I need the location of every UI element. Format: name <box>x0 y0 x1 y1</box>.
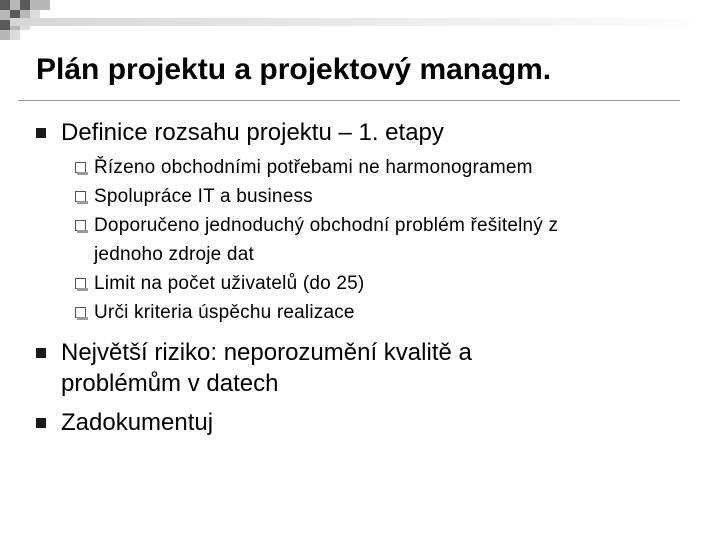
sub-bullet-item <box>36 211 686 269</box>
square-bullet-icon <box>36 348 46 358</box>
sub-bullet-item <box>36 298 686 327</box>
bullet-item <box>36 117 686 148</box>
sub-bullet-text-line2: jednoho zdroje dat <box>94 244 254 265</box>
sub-bullet-item <box>36 153 686 182</box>
bullet-item <box>36 337 686 399</box>
bullet-text-line1: Největší riziko: neporozumění kvalitě a <box>61 339 472 366</box>
checkbox-bullet-icon <box>75 220 86 231</box>
bullet-item <box>36 407 686 438</box>
sub-bullet-text: Urči kriteria úspěchu realizace <box>94 302 355 323</box>
top-decorative-stripe <box>10 18 720 26</box>
checkbox-bullet-icon <box>75 278 86 289</box>
sub-bullet-text: Spolupráce IT a business <box>94 186 313 207</box>
sub-bullet-text-line1: Doporučeno jednoduchý obchodní problém řešitelný z <box>94 215 559 236</box>
title-divider <box>18 100 680 101</box>
slide-title: Plán projektu a projektový managm. <box>36 53 552 86</box>
sub-bullet-item <box>36 182 686 211</box>
sub-bullet-text: Řízeno obchodními potřebami ne harmonogramem <box>94 157 533 178</box>
checkbox-bullet-icon <box>75 162 86 173</box>
bullet-text: Zadokumentuj <box>61 409 214 436</box>
checkbox-bullet-icon <box>75 307 86 318</box>
sub-bullet-item <box>36 269 686 298</box>
checkbox-bullet-icon <box>75 191 86 202</box>
square-bullet-icon <box>36 418 46 428</box>
bullet-text-line2: problémům v datech <box>61 370 279 397</box>
slide-content <box>36 117 686 438</box>
sub-bullet-text: Limit na počet uživatelů (do 25) <box>94 273 365 294</box>
square-bullet-icon <box>36 128 46 138</box>
bullet-text: Definice rozsahu projektu – 1. etapy <box>61 119 444 146</box>
